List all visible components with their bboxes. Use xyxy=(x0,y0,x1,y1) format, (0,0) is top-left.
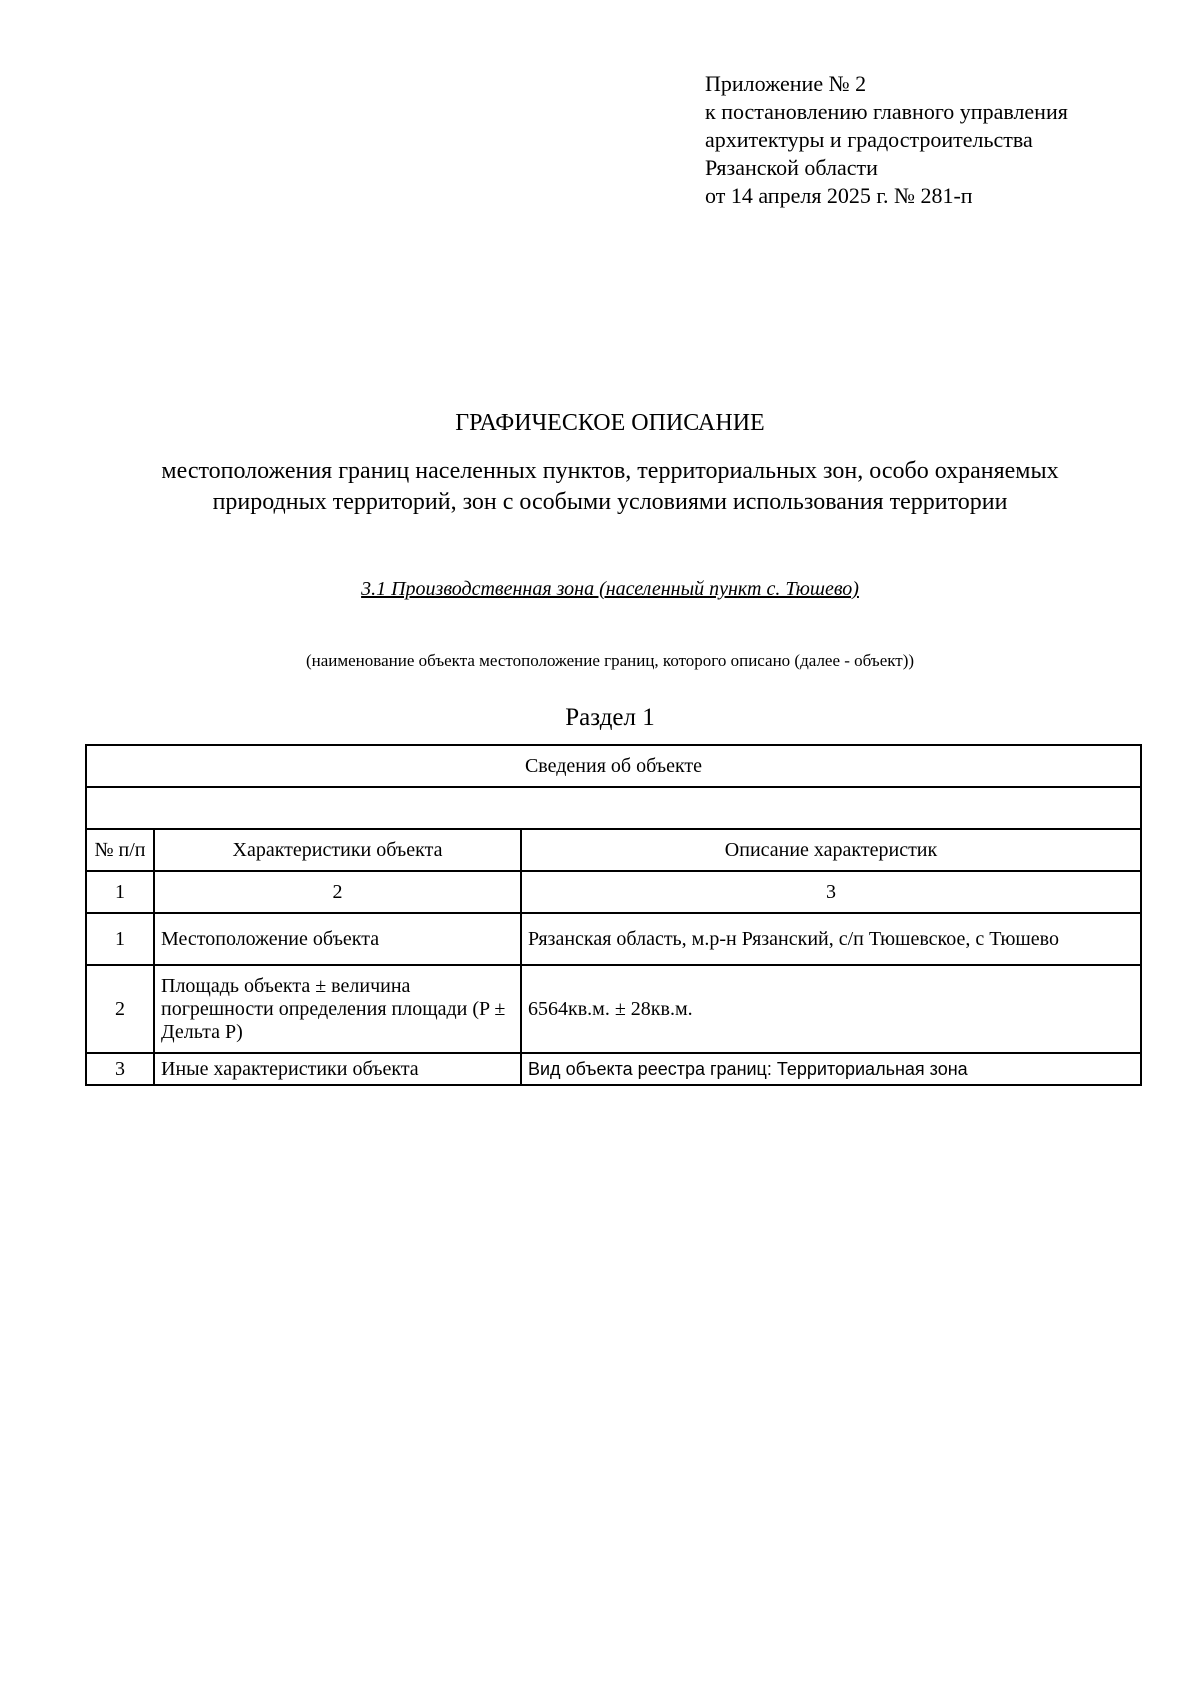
header-cell-characteristic: Характеристики объекта xyxy=(154,829,521,871)
row-description-cell: Рязанская область, м.р-н Рязанский, с/п Тюшевское, с Тюшево xyxy=(521,913,1141,965)
object-name: 3.1 Производственная зона (населенный пункт с. Тюшево) xyxy=(361,578,859,600)
row-num-cell: 1 xyxy=(86,913,154,965)
appendix-line: от 14 апреля 2025 г. № 281-п xyxy=(705,183,973,208)
object-info-table xyxy=(85,744,1142,1086)
row-characteristic-cell: Местоположение объекта xyxy=(154,913,521,965)
document-subtitle: местоположения границ населенных пунктов, территориальных зон, особо охраняемых природных территорий, зон с особыми условиями использования территории xyxy=(161,458,1059,515)
column-number-row xyxy=(86,871,1141,913)
appendix-block xyxy=(705,70,1068,210)
appendix-line: Приложение № 2 xyxy=(705,71,867,96)
table-empty-cell xyxy=(86,787,1141,829)
row-description-cell: Вид объекта реестра границ: Территориальная зона xyxy=(521,1053,1141,1085)
table-caption-row xyxy=(86,745,1141,787)
table-header-row xyxy=(86,829,1141,871)
column-number-cell: 2 xyxy=(154,871,521,913)
appendix-line: архитектуры и градостроительства xyxy=(705,127,1033,152)
header-cell-num: № п/п xyxy=(86,829,154,871)
section-title: Раздел 1 xyxy=(565,704,655,731)
table-row xyxy=(86,913,1141,965)
row-num-cell: 2 xyxy=(86,965,154,1053)
appendix-line: Рязанской области xyxy=(705,155,878,180)
header-cell-description: Описание характеристик xyxy=(521,829,1141,871)
table-empty-row xyxy=(86,787,1141,829)
document-title: ГРАФИЧЕСКОЕ ОПИСАНИЕ xyxy=(455,410,765,436)
column-number-cell: 3 xyxy=(521,871,1141,913)
row-description-cell: 6564кв.м. ± 28кв.м. xyxy=(521,965,1141,1053)
object-caption: (наименование объекта местоположение границ, которого описано (далее - объект)) xyxy=(305,651,915,670)
appendix-line: к постановлению главного управления xyxy=(705,99,1068,124)
table-row xyxy=(86,1053,1141,1085)
row-characteristic-cell: Площадь объекта ± величина погрешности определения площади (P ± Дельта P) xyxy=(154,965,521,1053)
row-characteristic-cell: Иные характеристики объекта xyxy=(154,1053,521,1085)
table-caption: Сведения об объекте xyxy=(86,745,1141,787)
table-row xyxy=(86,965,1141,1053)
column-number-cell: 1 xyxy=(86,871,154,913)
row-num-cell: 3 xyxy=(86,1053,154,1085)
